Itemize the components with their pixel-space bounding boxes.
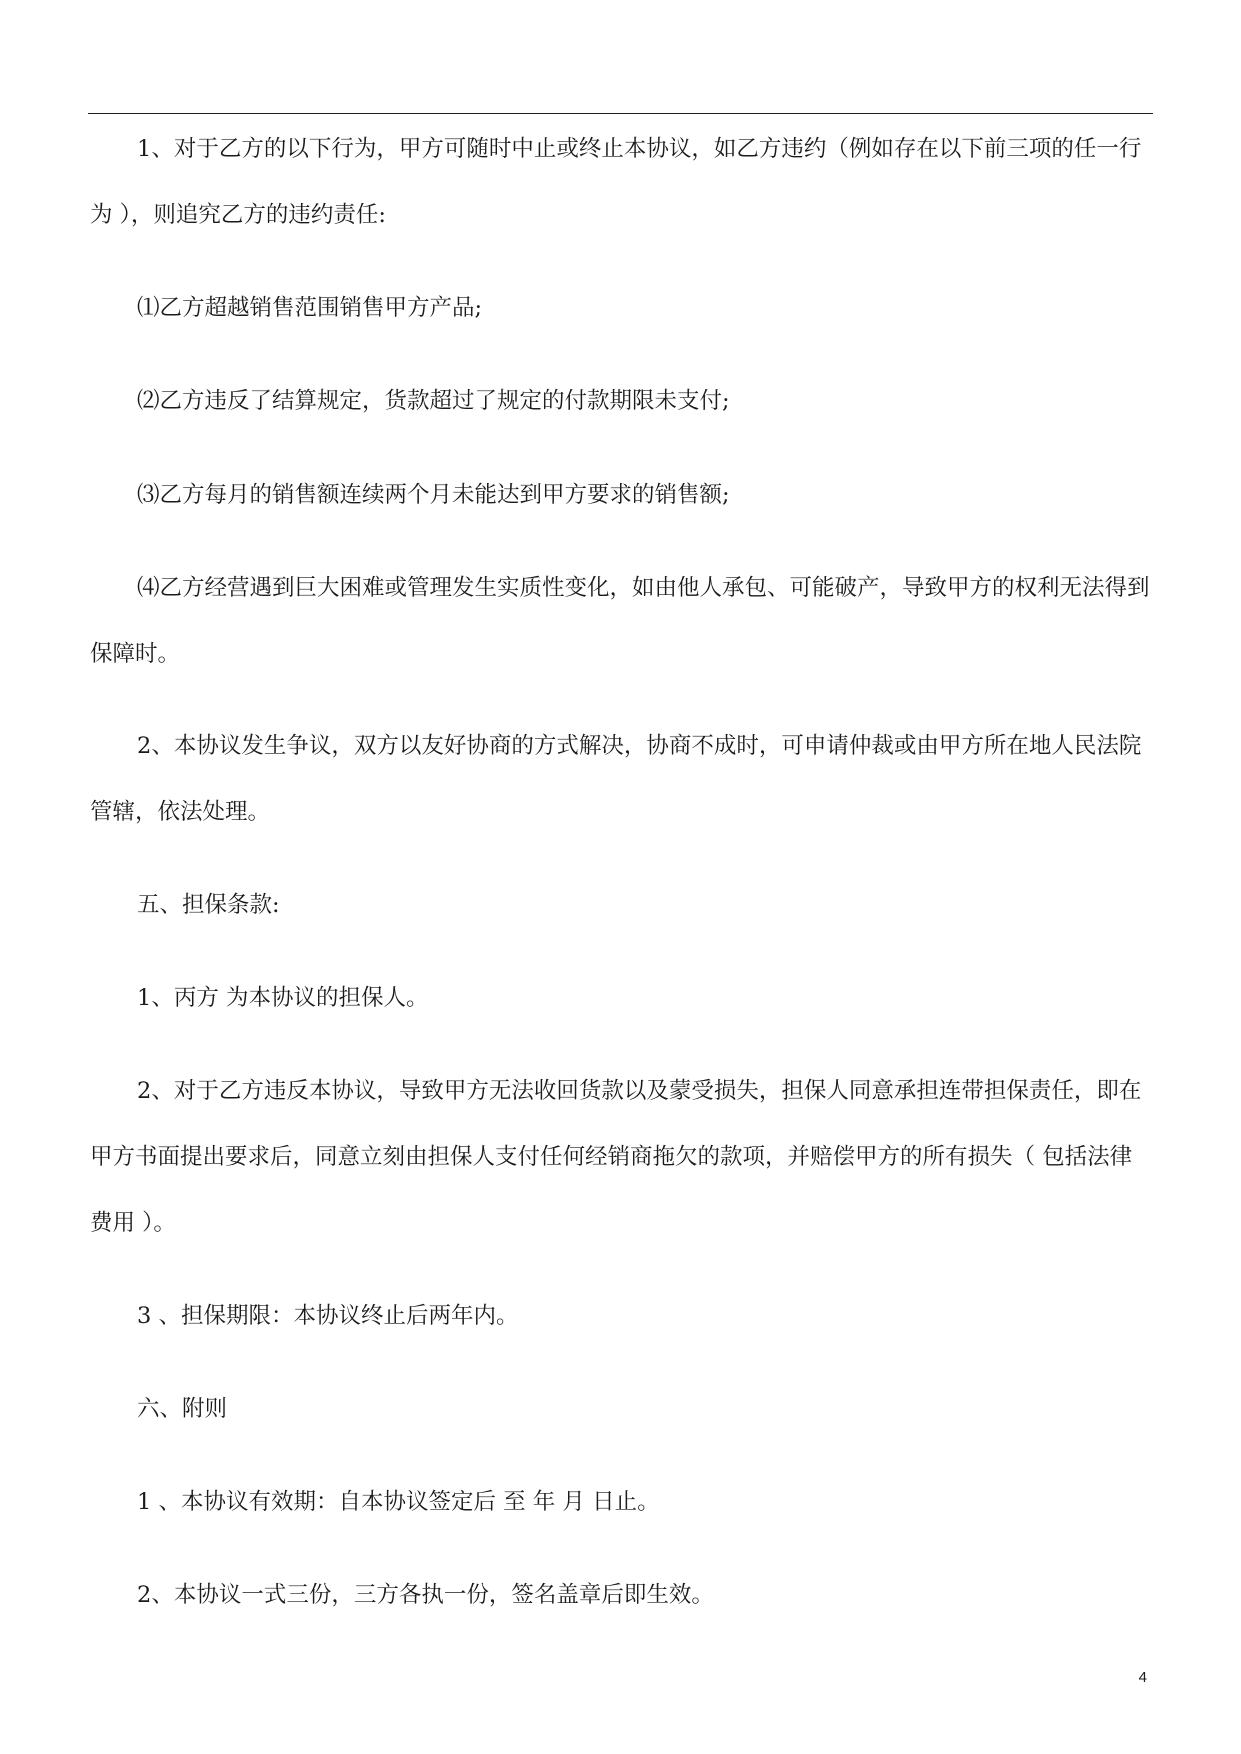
paragraph-guarantor: 1、丙方 为本协议的担保人。 — [137, 985, 429, 1011]
header-rule — [88, 113, 1153, 114]
paragraph-guarantee-liability: 2、对于乙方违反本协议，导致甲方无法收回货款以及蒙受损失，担保人同意承担连带担保责任，即在甲方书面提出要求后，同意立刻由担保人支付任何经销商拖欠的款项，并赔偿甲方的所有损失（ 包括法律费用 ）。 — [90, 1078, 1142, 1236]
paragraph-copies: 2、本协议一式三份，三方各执一份，签名盖章后即生效。 — [137, 1582, 714, 1608]
paragraph-breach-termination: 1、对于乙方的以下行为，甲方可随时中止或终止本协议，如乙方违约（例如存在以下前三项的任一行为 ），则追究乙方的违约责任: — [90, 136, 1142, 228]
paragraph-item-2: ⑵乙方违反了结算规定，货款超过了规定的付款期限未支付; — [137, 388, 730, 414]
paragraph-guarantee-period: 3 、担保期限：本协议终止后两年内。 — [137, 1303, 519, 1329]
paragraph-validity: 1 、本协议有效期：自本协议签定后 至 年 月 日止。 — [137, 1489, 660, 1515]
paragraph-dispute: 2、本协议发生争议，双方以友好协商的方式解决，协商不成时，可申请仲裁或由甲方所在地人民法院管辖，依法处理。 — [90, 733, 1142, 825]
section-heading-guarantee: 五、担保条款: — [137, 892, 280, 918]
section-heading-supplementary: 六、附则 — [137, 1396, 228, 1422]
paragraph-item-4: ⑷乙方经营遇到巨大困难或管理发生实质性变化，如由他人承包、可能破产，导致甲方的权利无法得到保障时。 — [90, 575, 1150, 667]
paragraph-item-1: ⑴乙方超越销售范围销售甲方产品; — [137, 295, 483, 321]
page-number: 4 — [1138, 1669, 1147, 1686]
paragraph-item-3: ⑶乙方每月的销售额连续两个月未能达到甲方要求的销售额; — [137, 482, 730, 508]
